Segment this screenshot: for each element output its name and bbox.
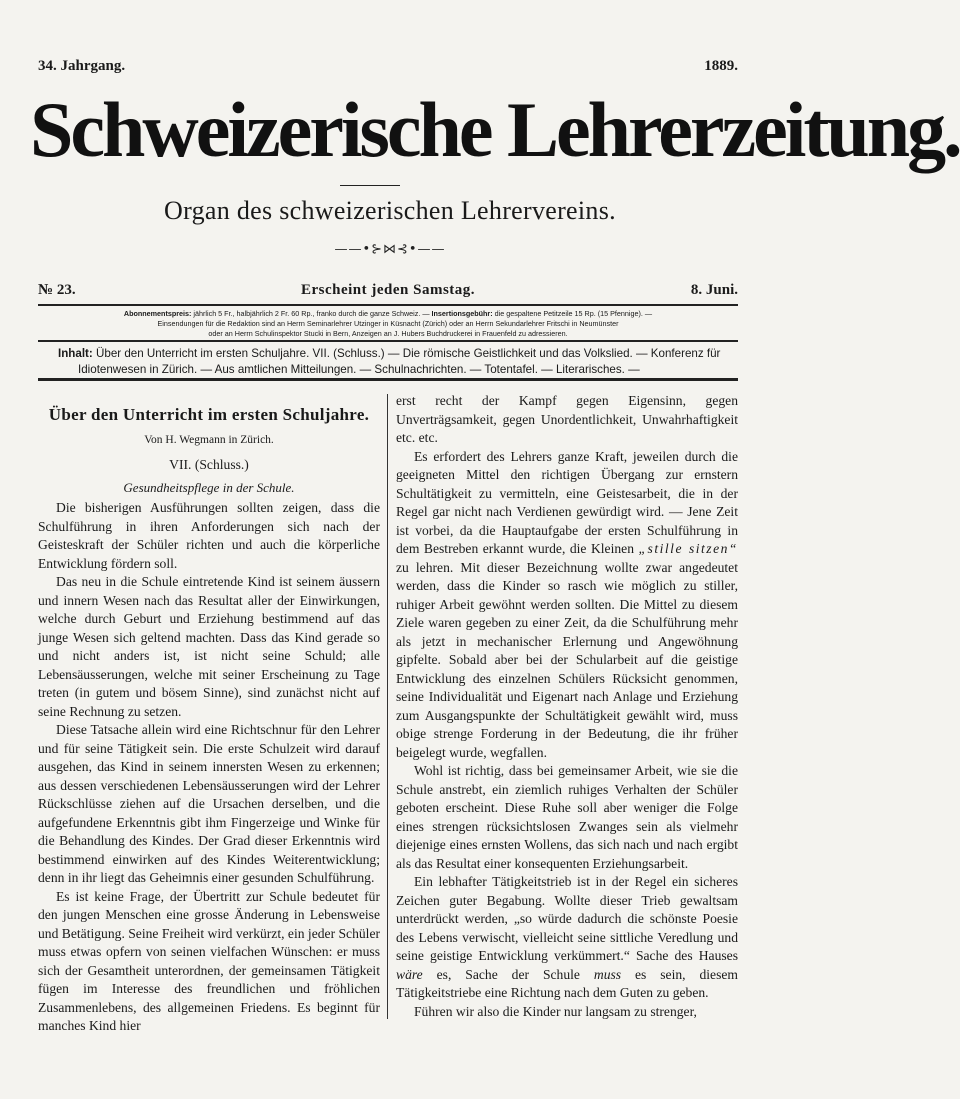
paragraph: Das neu in die Schule eintretende Kind ist seinem äussern und innern Wesen nach das Resultat aller der Einwirkungen, welche durch Geburt und Erziehung bestimmend auf das junge Wesen sich geltend machten. Dass das Kind gerade so und nicht anders ist, ist nicht seine Schuld; alle Lebensäusserungen, welche mit seiner Erscheinung zu Tage treten (in gutem und bösem Sinne), sind zunächst nicht auf seine Rechnung zu setzen. (38, 574, 380, 719)
article-part: VII. (Schluss.) (169, 457, 249, 472)
volume-label: 34. Jahrgang. (38, 58, 126, 74)
emphasis: wäre (396, 966, 423, 982)
contents-text: Über den Unterricht im ersten Schuljahre. VII. (Schluss.) — Die römische Geistlichkeit und das Volkslied. — Konferenz für Idiotenwesen in Zürich. — Aus amtlichen Mitteilungen. — Schulnachrichten. — Totentafel. — Literarisches. — (78, 347, 721, 376)
masthead-subtitle: Organ des schweizerischen Lehrervereins. (164, 196, 616, 225)
header-topline (38, 58, 738, 80)
subscription-price-text: jährlich 5 Fr., halbjährlich 2 Fr. 60 Rp., franko durch die ganze Schweiz. — (191, 309, 430, 318)
paragraph (396, 873, 738, 1003)
paragraph: Diese Tatsache allein wird eine Richtschnur für den Lehrer und für seine Tätigkeit sein. Die erste Schulzeit wird darauf ausgehen, das Kind in seinem innersten Wesen zu erkennen; aus dessen verschiedenen Lebensäusserungen wird der Lehrer Rückschlüsse ziehen auf die Ursachen derselben, und die aufgefundene Erkenntnis gibt ihm Fingerzeige und Winke für die Behandlung des Kindes. Der Grad dieser Erkenntnis wird bestimmend einwirken auf des Kindes Weiterentwicklung; denn in ihr liegt das Geheimnis einer gesunden Schulführung. (38, 722, 380, 885)
paragraph: Führen wir also die Kinder nur langsam zu strenger, (414, 1003, 697, 1019)
column-divider (387, 394, 388, 1019)
article-byline: Von H. Wegmann in Zürich. (144, 433, 274, 446)
issue-date: 8. Juni. (690, 282, 738, 298)
paragraph-text: zu lehren. Mit dieser Bezeichnung wollte zwar angedeutet werden, dass die Kinder so rasch wie möglich zu stiller, ruhiger Arbeit gewöhnt werden sollten. Die Mittel zu diesem Ziele waren gegeben zu einer Zeit, da die Schulführung mehr als jetzt in mechanischer Erlernung und Angewöhnung gipfelte. Sobald aber bei der Schularbeit auf die geistige Entwicklung des einzelnen Schülers Rücksicht genommen, seine Individualität und Eigenart nach Anlage und Erziehung zum Ausgangspunkte der Schultätigkeit gewählt wird, muss obige strenge Forderung in der Bedeutung, die ihr früher beigelegt wurde, wegfallen. (396, 559, 738, 760)
left-column (38, 392, 380, 1036)
emphasis: muss (593, 966, 622, 982)
year-label: 1889. (704, 58, 738, 74)
quoted-phrase: „stille sitzen“ (638, 541, 738, 556)
article-title: Über den Unterricht im ersten Schuljahre. (48, 405, 370, 424)
paragraph-text: Es erfordert des Lehrers ganze Kraft, jeweilen durch die geeigneten Mittel den richtigen Übergang zur ernstern Schultätigkeit zu vermitteln, eine Geistesarbeit, die in der Regel gar nicht nach Verdienen gewürdigt wird. — Jene Zeit ist vorbei, da die Hauptaufgabe der ersten Schulführung in dem Bestreben erkannt wurde, die Kleinen (396, 448, 738, 556)
submission-address-line: Einsendungen für die Redaktion sind an Herrn Seminarlehrer Utzinger in Küsnacht (Zürich) oder an Herrn Sekundarlehrer Fritschi in Neumünster (157, 319, 619, 328)
contents-rule-bottom (38, 378, 738, 381)
paragraph-text: es, Sache der Schule (422, 966, 594, 982)
publication-frequency: Erscheint jeden Samstag. (300, 282, 476, 298)
paragraph: Wohl ist richtig, dass bei gemeinsamer Arbeit, wie sie die Schule anstrebt, ein ziemlich ruhiges Verhalten der Schüler geboten erscheint. Diese Ruhe soll aber weniger die Folge eines strengen rücksichtslosen Zwanges sein als vielmehr diejenige eines ernsten Wollens, das sich nach und nach ergibt als das Resultat einer konsequenten Erziehungsarbeit. (396, 763, 738, 871)
table-of-contents (58, 346, 738, 378)
paragraph (396, 448, 738, 763)
paragraph: Es ist keine Frage, der Übertritt zur Schule bedeutet für den jungen Menschen eine grosse Änderung in Lebensweise und Betätigung. Seine Freiheit wird verkürzt, ein jeder Schüler muss etwas opfern von seinen vielfachen Wünschen: er muss sich der Gesamtheit unterordnen, der gemeinsamen Tätigkeit fügen im Interesse des freundlichen und fröhlichen Zusammenlebens, des allgemeinen Friedens. Es beginnt für manches Kind hier (38, 888, 381, 1033)
header-rule-top (38, 304, 738, 306)
insertion-fee-label: Insertionsgebühr: (429, 309, 493, 318)
masthead-title: Schweizerische Lehrerzeitung. (30, 86, 960, 173)
subscription-price-label: Abonnementspreis: (123, 309, 192, 318)
paragraph: erst recht der Kampf gegen Eigensinn, gegen Unverträgsamkeit, gegen Unordentlichkeit, Unwahrhaftigkeit etc. etc. (396, 393, 738, 445)
issue-number: № 23. (38, 282, 76, 298)
paragraph-text: es sein, diesem Tätigkeitstriebe eine Richtung nach dem Guten zu geben. (396, 966, 738, 1000)
title-divider (340, 185, 400, 186)
issue-info-line (38, 282, 738, 302)
contents-label: Inhalt: (58, 347, 93, 360)
submission-address-line-2: oder an Herrn Schulinspektor Stucki in Bern, Anzeigen an J. Hubers Buchdruckerei in Frauenfeld zu adressieren. (208, 329, 568, 338)
insertion-fee-text: die gespaltene Petitzeile 15 Rp. (15 Pfennige). — (492, 309, 653, 318)
paragraph: Die bisherigen Ausführungen sollten zeigen, dass die Schulführung in ihren Anforderungen sich nach der Geisteskraft der Schüler richten und auch die körperliche Entwicklung fördern soll. (38, 500, 380, 571)
right-column (396, 392, 738, 1021)
ornament-divider: ——•⊱⋈⊰•—— (334, 242, 446, 257)
section-heading: Gesundheitspflege in der Schule. (123, 479, 295, 495)
paragraph-text: Ein lebhafter Tätigkeitstrieb ist in der Regel ein sicheres Zeichen guter Begabung. Wollte dieser Trieb gewaltsam unterdrückt werden, „so würde dadurch die schönste Poesie des Lebens verwischt, vielleicht seine sittliche Veredlung und seine geistige Entwicklung verkümmert.“ Sache des Hauses (396, 874, 738, 963)
contents-rule-top (38, 340, 738, 342)
subscription-info (38, 309, 738, 339)
